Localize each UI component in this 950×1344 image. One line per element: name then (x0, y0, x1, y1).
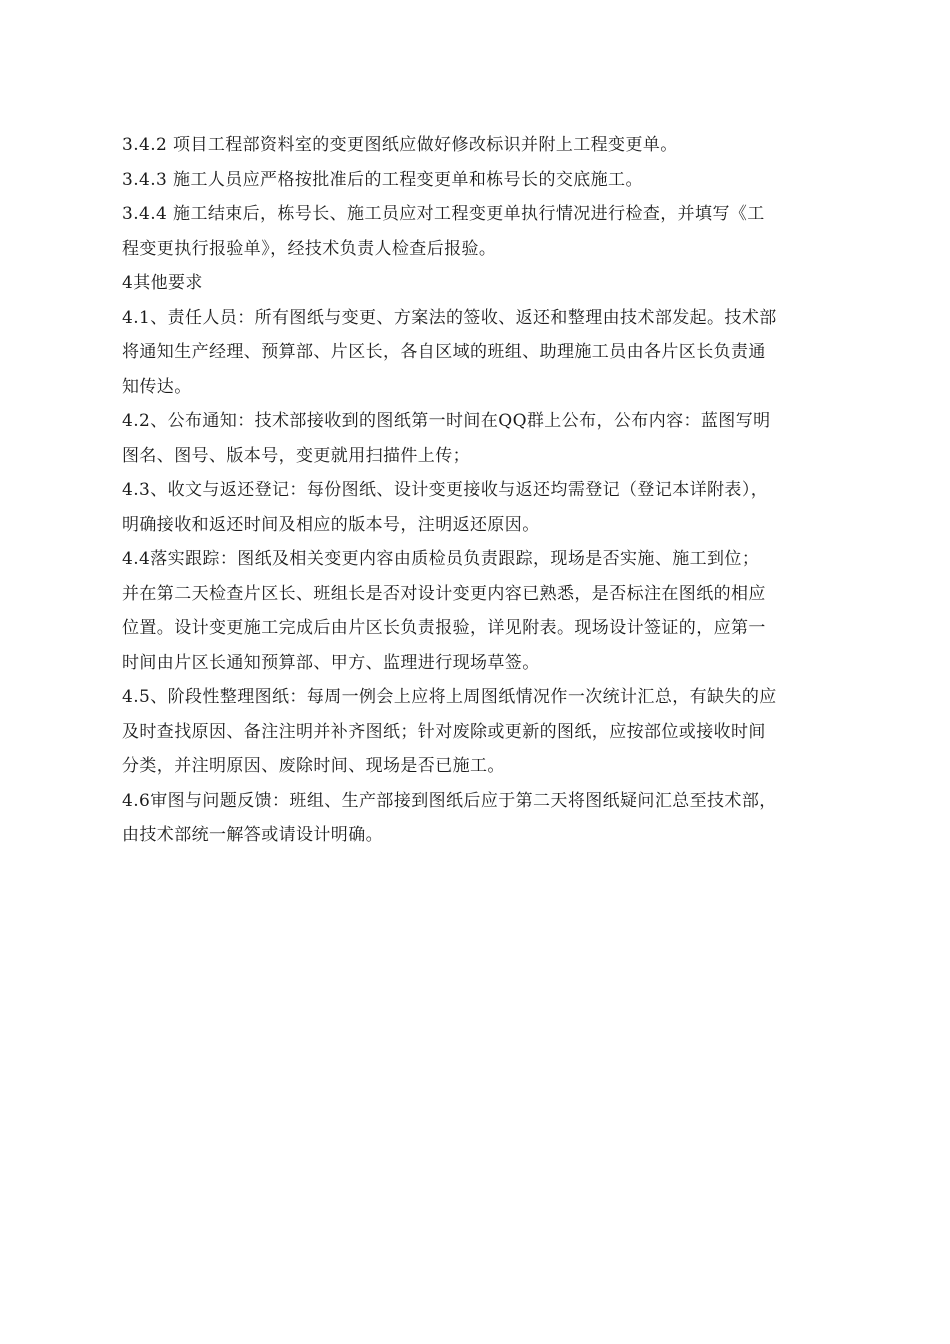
text-line: 4.3、收文与返还登记：每份图纸、设计变更接收与返还均需登记（登记本详附表）， (122, 480, 769, 500)
text-line: 4.6审图与问题反馈：班组、生产部接到图纸后应于第二天将图纸疑问汇总至技术部， (122, 790, 777, 811)
text-line: 位置。设计变更施工完成后由片区长负责报验，详见附表。现场设计签证的，应第一 (122, 618, 766, 638)
text-line: 3.4.3 施工人员应严格按批准后的工程变更单和栋号长的交底施工。 (122, 169, 643, 190)
text-line: 时间由片区长通知预算部、甲方、监理进行现场草签。 (122, 652, 540, 673)
text-line: 3.4.4 施工结束后，栋号长、施工员应对工程变更单执行情况进行检查，并填写《工 (122, 204, 765, 224)
text-line: 分类，并注明原因、废除时间、现场是否已施工。 (122, 756, 505, 776)
text-line: 知传达。 (122, 376, 192, 397)
text-line: 由技术部统一解答或请设计明确。 (122, 825, 383, 845)
text-line: 并在第二天检查片区长、班组长是否对设计变更内容已熟悉，是否标注在图纸的相应 (122, 583, 766, 604)
text-line: 4.2、公布通知：技术部接收到的图纸第一时间在QQ群上公布，公布内容：蓝图写明 (122, 411, 771, 431)
text-line: 4.4落实跟踪：图纸及相关变更内容由质检员负责跟踪，现场是否实施、施工到位； (122, 549, 760, 569)
text-line: 及时查找原因、备注注明并补齐图纸；针对废除或更新的图纸，应按部位或接收时间 (122, 721, 766, 742)
text-line: 4.5、阶段性整理图纸：每周一例会上应将上周图纸情况作一次统计汇总，有缺失的应 (122, 687, 777, 707)
text-line: 明确接收和返还时间及相应的版本号，注明返还原因。 (122, 514, 540, 535)
text-line: 将通知生产经理、预算部、片区长，各自区域的班组、助理施工员由各片区长负责通 (122, 342, 766, 362)
document-body (122, 128, 852, 853)
text-line: 3.4.2 项目工程部资料室的变更图纸应做好修改标识并附上工程变更单。 (122, 135, 678, 155)
text-line: 4.1、责任人员：所有图纸与变更、方案法的签收、返还和整理由技术部发起。技术部 (122, 307, 777, 328)
section-heading: 4其他要求 (122, 273, 203, 293)
text-line: 程变更执行报验单》，经技术负责人检查后报验。 (122, 238, 497, 259)
text-line: 图名、图号、版本号，变更就用扫描件上传； (122, 445, 470, 466)
